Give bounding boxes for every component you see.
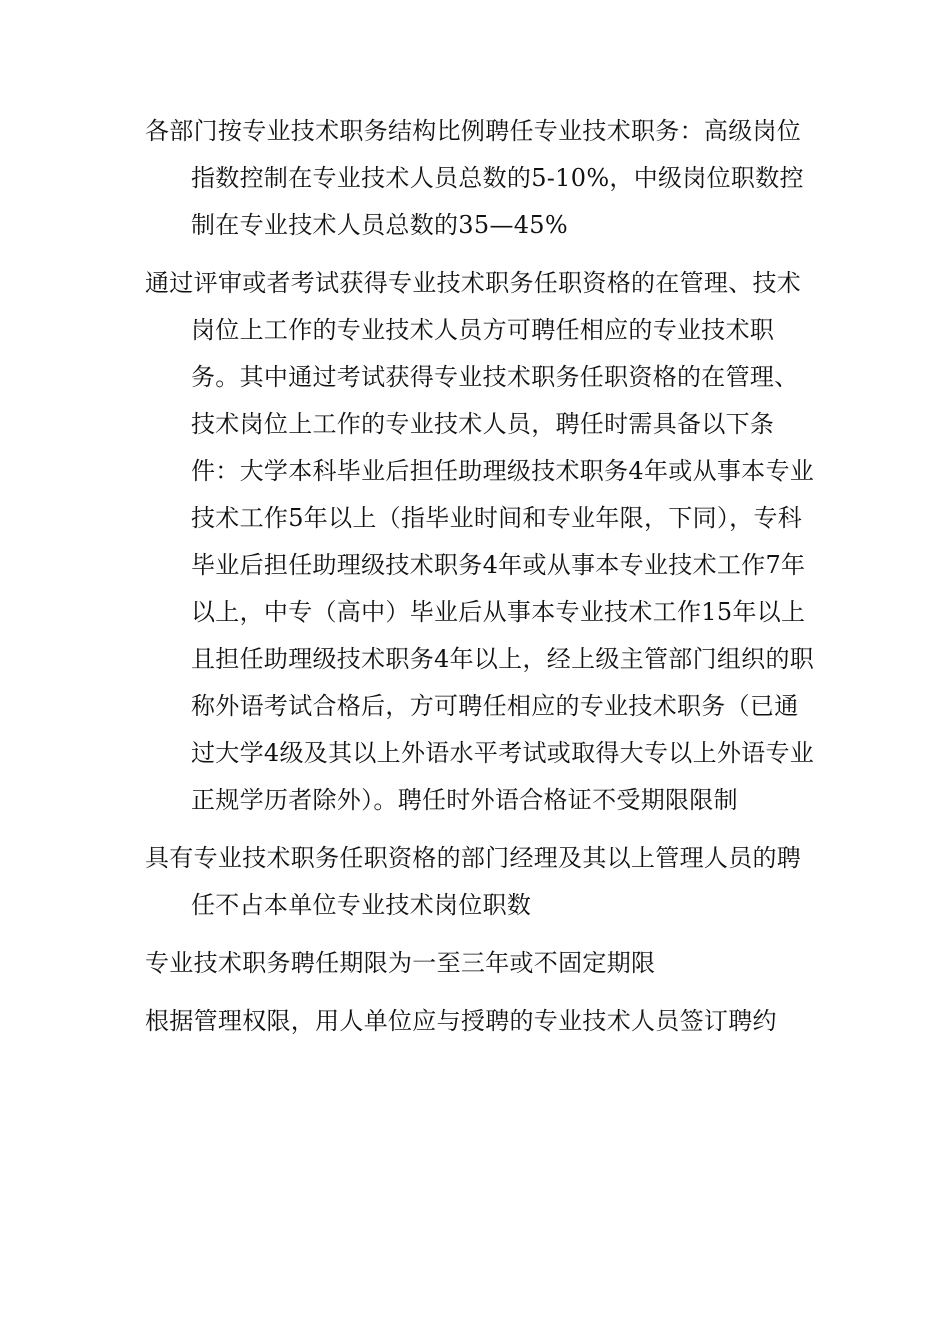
text-line: 根据管理权限，用人单位应与授聘的专业技术人员签订聘	[145, 1007, 753, 1035]
text-line: 各部门按专业技术职务结构比例聘任专业技术职务：高级	[145, 117, 753, 145]
paragraph-manager-exemption	[145, 835, 815, 929]
text-line: 岗位指数控制在专业技术人员总数的5-10%，中级岗位	[191, 117, 802, 192]
text-line: 管理、技术岗位上工作的专业技术人员，聘任时需具备	[191, 363, 799, 438]
text-line: 平考试或取得大专以上外语专业正规学历者除外）。聘	[191, 739, 815, 814]
text-line: 术职务。其中通过考试获得专业技术职务任职资格的在	[191, 316, 775, 391]
text-line: 经上级主管部门组织的职称外语考试合格后，方可聘任	[191, 645, 815, 720]
text-line: 约	[752, 1007, 777, 1035]
paragraph-appointment-conditions	[145, 260, 815, 824]
document-body	[145, 108, 815, 1045]
paragraph-appointment-term	[145, 940, 815, 987]
text-line: 相应的专业技术职务（已通过大学4级及其以上外语水	[191, 692, 799, 767]
text-line: 的聘任不占本单位专业技术岗位职数	[191, 844, 802, 919]
text-line: 下同），专科毕业后担任助理级技术职务4年或从事本	[191, 504, 803, 579]
text-line: 专业技术工作7年以上，中专（高中）毕业后从事本专	[191, 551, 806, 626]
paragraph-contract-signing	[145, 998, 815, 1045]
text-line: 通过评审或者考试获得专业技术职务任职资格的在管理、	[145, 269, 753, 297]
text-line: 从事本专业技术工作5年以上（指毕业时间和专业年限，	[191, 457, 815, 532]
text-line: 专业技术职务聘任期限为一至三年或不固定期限	[145, 949, 656, 977]
text-line: 任时外语合格证不受期限限制	[422, 786, 738, 814]
text-line: 技术岗位上工作的专业技术人员方可聘任相应的专业技	[191, 269, 802, 344]
text-line: 以下条件：大学本科毕业后担任助理级技术职务4年或	[191, 410, 775, 485]
text-line: 业技术工作15年以上且担任助理级技术职务4年以上，	[191, 598, 806, 673]
text-line: 具有专业技术职务任职资格的部门经理及其以上管理人员	[145, 844, 753, 872]
text-line: 职数控制在专业技术人员总数的35—45%	[191, 164, 804, 239]
paragraph-position-ratio	[145, 108, 815, 249]
